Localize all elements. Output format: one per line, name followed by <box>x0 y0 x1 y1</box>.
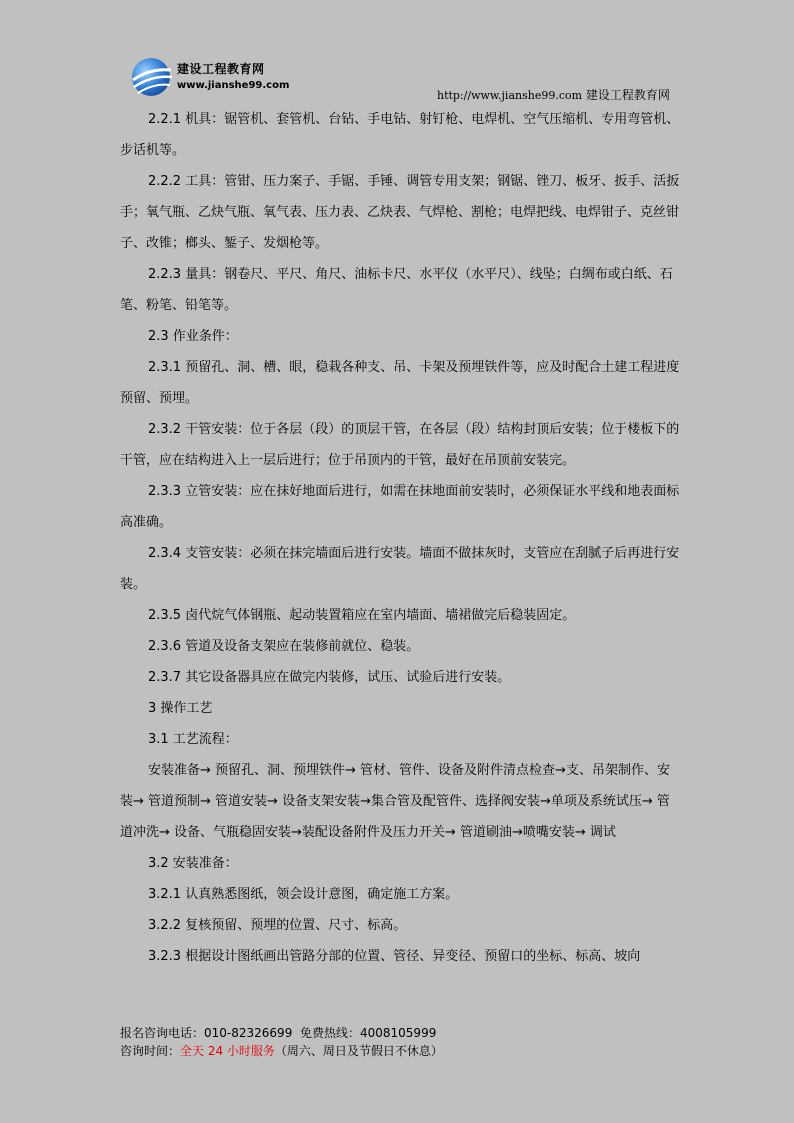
globe-swoosh-icon <box>130 56 174 98</box>
paragraph: 3.2.2 复核预留、预埋的位置、尺寸、标高。 <box>148 918 407 933</box>
section-heading: 3.1 工艺流程： <box>148 732 238 747</box>
logo-site-url: www.jianshe99.com <box>177 80 290 91</box>
hotline-label: 免费热线： <box>299 1026 360 1040</box>
phone-number: 010-82326699 <box>204 1026 293 1040</box>
paragraph: 2.3.1 预留孔、洞、槽、眼，稳栽各种支、吊、卡架及预埋铁件等，应及时配合土建工程进度预留、预埋。 <box>120 360 680 406</box>
paragraph: 2.3.5 卤代烷气体钢瓶、起动装置箱应在室内墙面、墙裙做完后稳装固定。 <box>148 608 576 623</box>
hours-note: （周六、周日及节假日不休息） <box>274 1044 443 1058</box>
paragraph: 2.3.3 立管安装：应在抹好地面后进行，如需在抹地面前安装时，必须保证水平线和地表面标高准确。 <box>120 484 680 530</box>
brand-name: 建设工程教育网 <box>177 62 265 76</box>
footer-contact <box>120 1024 443 1060</box>
paragraph: 2.3.4 支管安装：必须在抹完墙面后进行安装。墙面不做抹灰时，支管应在刮腻子后再进行安装。 <box>120 546 680 592</box>
hotline-number: 4008105999 <box>359 1026 437 1040</box>
hours-highlight: 全天 24 小时服务 <box>180 1044 275 1058</box>
header-site-name: 建设工程教育网 <box>585 88 670 102</box>
site-logo[interactable] <box>130 56 290 98</box>
section-heading: 3 操作工艺 <box>148 701 213 716</box>
hours-label: 咨询时间： <box>120 1044 181 1058</box>
paragraph: 3.2.1 认真熟悉图纸，领会设计意图，确定施工方案。 <box>148 887 459 902</box>
paragraph: 3.2.3 根据设计图纸画出管路分部的位置、管径、异变径、预留口的坐标、标高、坡向 <box>148 949 641 964</box>
paragraph: 2.3.6 管道及设备支架应在装修前就位、稳装。 <box>148 639 420 654</box>
process-flow: 安装准备→ 预留孔、洞、预埋铁件→ 管材、管件、设备及附件清点检查→支、吊架制作、安装→ 管道预制→ 管道安装→ 设备支架安装→集合管及配管件、选择阀安装→单项及系统试压→ 管道冲洗→ 设备、气瓶稳固安装→装配设备附件及压力开关→ 管道刷油→喷嘴安装→ 调试 <box>120 763 670 840</box>
header-link[interactable] <box>437 86 670 103</box>
paragraph: 2.2.2 工具：管钳、压力案子、手锯、手锤、调管专用支架；钢锯、锉刀、板牙、扳手、活扳手；氧气瓶、乙炔气瓶、氧气表、压力表、乙炔表、气焊枪、割枪；电焊把线、电焊钳子、克丝钳子、改锥；榔头、錾子、发烟枪等。 <box>120 174 680 251</box>
section-heading: 3.2 安装准备： <box>148 856 238 871</box>
document-body <box>120 104 680 972</box>
paragraph: 2.3.2 干管安装：位于各层（段）的顶层干管，在各层（段）结构封顶后安装；位于楼板下的干管，应在结构进入上一层后进行；位于吊顶内的干管，最好在吊顶前安装完。 <box>120 422 680 468</box>
phone-label: 报名咨询电话： <box>120 1026 205 1040</box>
header-url[interactable]: http://www.jianshe99.com <box>437 89 583 102</box>
footer-hours-line <box>120 1042 443 1060</box>
paragraph: 2.2.1 机具：锯管机、套管机、台钻、手电钻、射钉枪、电焊机、空气压缩机、专用弯管机、步话机等。 <box>120 112 680 158</box>
section-heading: 2.3 作业条件： <box>148 329 238 344</box>
paragraph: 2.3.7 其它设备器具应在做完内装修，试压、试验后进行安装。 <box>148 670 511 685</box>
paragraph: 2.2.3 量具：钢卷尺、平尺、角尺、油标卡尺、水平仪（水平尺）、线坠；白绸布或白纸、石笔、粉笔、铅笔等。 <box>120 267 673 313</box>
footer-phone-line <box>120 1024 443 1042</box>
